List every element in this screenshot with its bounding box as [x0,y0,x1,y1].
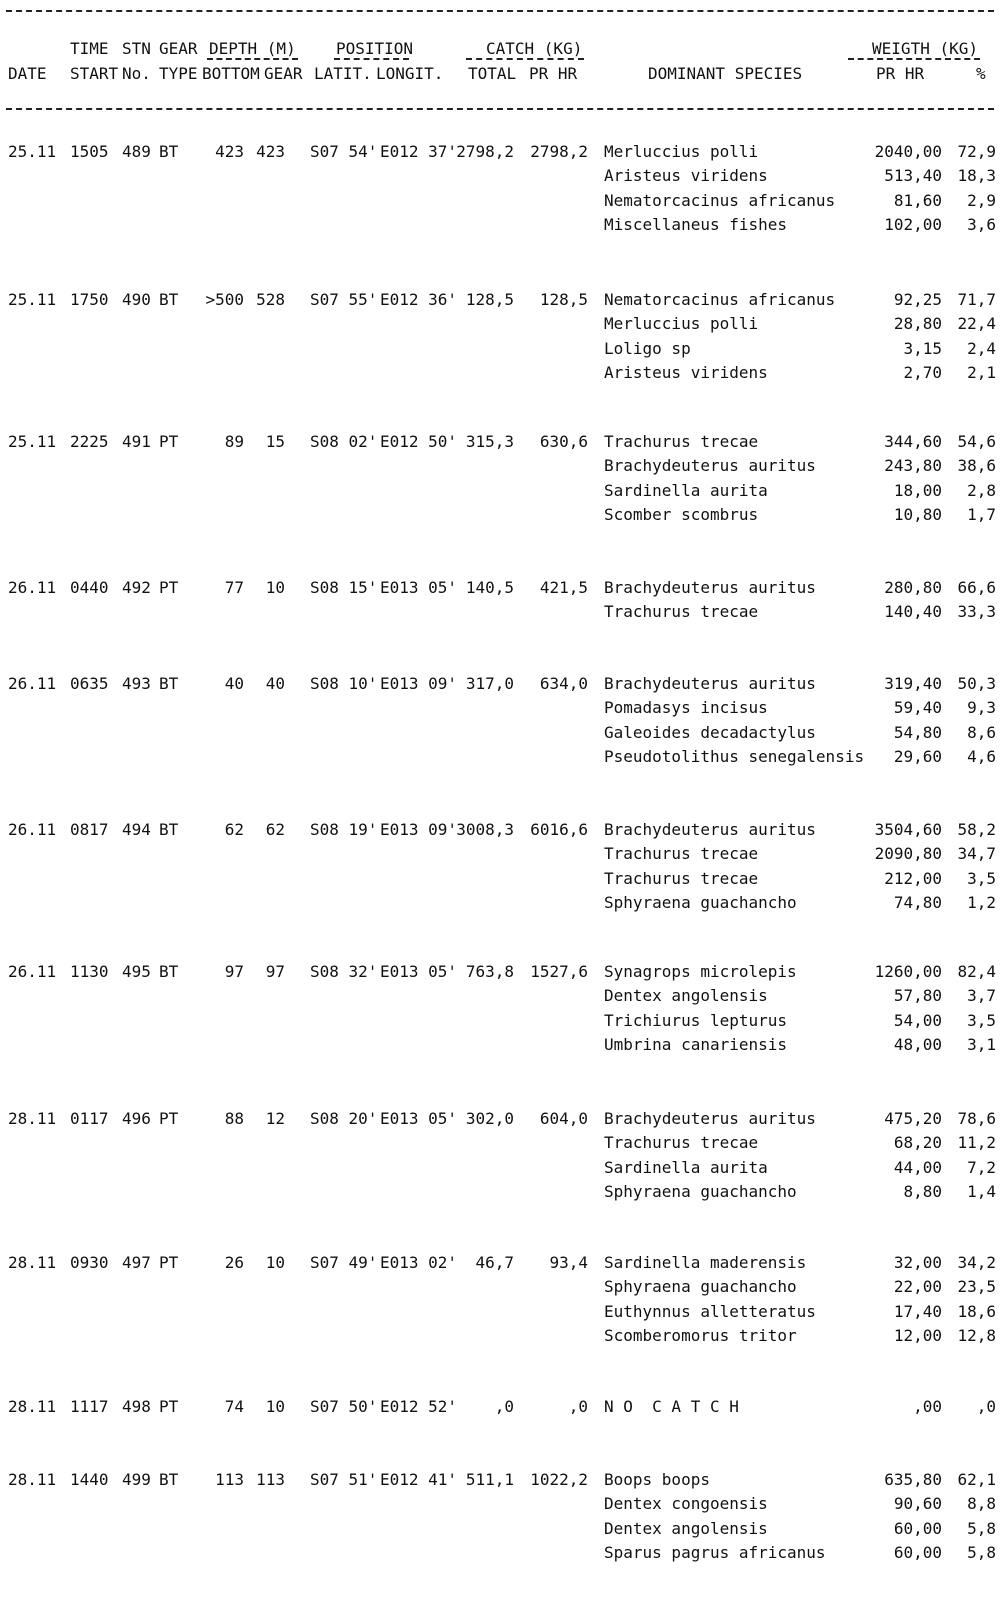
species-weight: 243,80 [884,456,942,475]
species-percent: 54,6 [957,432,996,451]
species-name: Scomber scombrus [604,505,759,524]
latitude: S08 15' [310,578,378,597]
species-name: Euthynnus alletteratus [604,1302,816,1321]
depth-bottom: 423 [215,142,244,161]
species-name: Brachydeuterus auritus [604,456,816,475]
depth-gear: 40 [265,674,285,693]
species-weight: 57,80 [893,986,942,1005]
species-percent: 7,2 [967,1158,996,1177]
depth-bottom: 113 [215,1470,244,1489]
species-name: Sphyraena guachancho [604,1182,797,1201]
station-number: 493 [122,674,151,693]
species-name: N O C A T C H [604,1397,739,1416]
longitude: E012 41' [380,1470,458,1489]
catch-total: ,0 [494,1397,514,1416]
longitude: E013 05' [380,578,458,597]
species-weight: 22,00 [893,1277,942,1296]
header-depth-bottom: BOTTOM [202,64,260,83]
species-weight: 90,60 [893,1494,942,1513]
species-name: Pseudotolithus senegalensis [604,747,865,766]
header-weight-pct: % [976,64,986,83]
species-percent: 3,5 [967,869,996,888]
species-name: Sphyraena guachancho [604,893,797,912]
species-percent: 3,5 [967,1011,996,1030]
header-weight-prhr: PR HR [876,64,925,83]
station-number: 498 [122,1397,151,1416]
station-date: 26.11 [8,820,57,839]
species-percent: 58,2 [957,820,996,839]
catch-total: 763,8 [465,962,514,981]
species-weight: 54,00 [893,1011,942,1030]
catch-per-hour: 630,6 [539,432,588,451]
catch-per-hour: 1527,6 [530,962,588,981]
species-percent: 78,6 [957,1109,996,1128]
station-time: 0930 [70,1253,109,1272]
species-name: Trachurus trecae [604,844,759,863]
species-weight: 12,00 [893,1326,942,1345]
species-percent: 18,3 [957,166,996,185]
station-date: 26.11 [8,578,57,597]
species-name: Dentex angolensis [604,1519,768,1538]
longitude: E013 02' [380,1253,458,1272]
species-name: Trachurus trecae [604,1133,759,1152]
species-weight: 92,25 [893,290,942,309]
gear-type: BT [159,290,179,309]
station-number: 490 [122,290,151,309]
species-weight: 48,00 [893,1035,942,1054]
species-weight: 2,70 [903,363,942,382]
station-date: 26.11 [8,674,57,693]
depth-gear: 10 [265,1397,285,1416]
station-date: 28.11 [8,1397,57,1416]
species-percent: 34,7 [957,844,996,863]
station-time: 1505 [70,142,109,161]
species-percent: 5,8 [967,1519,996,1538]
catch-per-hour: 1022,2 [530,1470,588,1489]
species-percent: 34,2 [957,1253,996,1272]
gear-type: PT [159,1397,179,1416]
species-name: Pomadasys incisus [604,698,768,717]
depth-bottom: 26 [224,1253,244,1272]
catch-underline [466,58,584,60]
species-percent: 50,3 [957,674,996,693]
catch-total: 128,5 [465,290,514,309]
latitude: S08 32' [310,962,378,981]
header-catch: CATCH (KG) [486,39,583,58]
catch-total: 317,0 [465,674,514,693]
station-number: 495 [122,962,151,981]
latitude: S07 51' [310,1470,378,1489]
species-percent: 5,8 [967,1543,996,1562]
catch-per-hour: 421,5 [539,578,588,597]
species-name: Brachydeuterus auritus [604,674,816,693]
header-stn: STN [122,39,151,58]
gear-type: BT [159,820,179,839]
position-underline [334,58,409,60]
station-time: 0817 [70,820,109,839]
species-percent: 2,8 [967,481,996,500]
species-percent: 71,7 [957,290,996,309]
species-percent: 2,1 [967,363,996,382]
station-time: 0117 [70,1109,109,1128]
station-number: 496 [122,1109,151,1128]
latitude: S07 50' [310,1397,378,1416]
catch-per-hour: 604,0 [539,1109,588,1128]
species-percent: 8,8 [967,1494,996,1513]
depth-gear: 15 [265,432,285,451]
depth-gear: 10 [265,578,285,597]
depth-bottom: 88 [224,1109,244,1128]
header-rule [6,108,994,110]
species-name: Merluccius polli [604,142,759,161]
gear-type: BT [159,1470,179,1489]
latitude: S08 19' [310,820,378,839]
station-time: 2225 [70,432,109,451]
species-name: Nematorcacinus africanus [604,191,836,210]
header-gear-type: TYPE [159,64,198,83]
longitude: E012 37' [380,142,458,161]
species-percent: 1,7 [967,505,996,524]
species-name: Brachydeuterus auritus [604,820,816,839]
gear-type: BT [159,142,179,161]
depth-gear: 12 [265,1109,285,1128]
station-date: 25.11 [8,290,57,309]
latitude: S08 02' [310,432,378,451]
depth-gear: 97 [265,962,285,981]
species-percent: 1,4 [967,1182,996,1201]
station-date: 28.11 [8,1470,57,1489]
station-time: 1750 [70,290,109,309]
species-weight: 81,60 [893,191,942,210]
species-name: Aristeus viridens [604,363,768,382]
station-time: 1117 [70,1397,109,1416]
species-percent: 62,1 [957,1470,996,1489]
longitude: E013 05' [380,962,458,981]
species-percent: 12,8 [957,1326,996,1345]
depth-gear: 62 [265,820,285,839]
depth-underline [207,58,298,60]
species-weight: 17,40 [893,1302,942,1321]
header-start: START [70,64,119,83]
station-number: 494 [122,820,151,839]
species-name: Trachurus trecae [604,869,759,888]
station-date: 26.11 [8,962,57,981]
species-weight: 68,20 [893,1133,942,1152]
depth-bottom: 40 [224,674,244,693]
species-name: Brachydeuterus auritus [604,578,816,597]
depth-bottom: 97 [224,962,244,981]
species-name: Nematorcacinus africanus [604,290,836,309]
header-latit: LATIT. [314,64,372,83]
species-weight: 140,40 [884,602,942,621]
station-number: 491 [122,432,151,451]
species-percent: 3,6 [967,215,996,234]
depth-gear: 113 [256,1470,285,1489]
depth-bottom: >500 [205,290,244,309]
species-weight: 8,80 [903,1182,942,1201]
station-date: 28.11 [8,1253,57,1272]
species-percent: 22,4 [957,314,996,333]
species-percent: 82,4 [957,962,996,981]
species-name: Sardinella maderensis [604,1253,807,1272]
station-date: 25.11 [8,432,57,451]
catch-per-hour: 2798,2 [530,142,588,161]
species-name: Sphyraena guachancho [604,1277,797,1296]
latitude: S07 54' [310,142,378,161]
header-time: TIME [70,39,109,58]
station-time: 0440 [70,578,109,597]
longitude: E012 52' [380,1397,458,1416]
species-percent: 38,6 [957,456,996,475]
species-weight: 344,60 [884,432,942,451]
species-name: Sardinella aurita [604,481,768,500]
catch-total: 3008,3 [456,820,514,839]
header-depth-gear: GEAR [264,64,303,83]
species-name: Sparus pagrus africanus [604,1543,826,1562]
header-date: DATE [8,64,47,83]
header-stn-no: No. [122,64,151,83]
catch-total: 46,7 [475,1253,514,1272]
longitude: E012 36' [380,290,458,309]
header-depth: DEPTH (M) [209,39,296,58]
depth-gear: 423 [256,142,285,161]
species-percent: 3,1 [967,1035,996,1054]
species-percent: 72,9 [957,142,996,161]
longitude: E013 09' [380,820,458,839]
latitude: S07 49' [310,1253,378,1272]
species-weight: 10,80 [893,505,942,524]
species-name: Dentex angolensis [604,986,768,1005]
species-weight: 475,20 [884,1109,942,1128]
catch-per-hour: 6016,6 [530,820,588,839]
species-percent: 66,6 [957,578,996,597]
longitude: E013 09' [380,674,458,693]
depth-bottom: 89 [224,432,244,451]
species-name: Boops boops [604,1470,710,1489]
species-name: Trachurus trecae [604,432,759,451]
depth-gear: 528 [256,290,285,309]
header-prhr: PR HR [529,64,578,83]
gear-type: BT [159,674,179,693]
species-percent: 2,9 [967,191,996,210]
depth-gear: 10 [265,1253,285,1272]
species-weight: 102,00 [884,215,942,234]
depth-bottom: 62 [224,820,244,839]
station-date: 25.11 [8,142,57,161]
gear-type: PT [159,432,179,451]
species-percent: 33,3 [957,602,996,621]
catch-total: 511,1 [465,1470,514,1489]
species-name: Brachydeuterus auritus [604,1109,816,1128]
species-name: Dentex congoensis [604,1494,768,1513]
species-weight: 1260,00 [874,962,942,981]
catch-total: 302,0 [465,1109,514,1128]
catch-per-hour: ,0 [568,1397,588,1416]
catch-per-hour: 634,0 [539,674,588,693]
catch-total: 2798,2 [456,142,514,161]
species-weight: 29,60 [893,747,942,766]
species-weight: 319,40 [884,674,942,693]
species-name: Aristeus viridens [604,166,768,185]
species-weight: 3504,60 [874,820,942,839]
species-percent: 23,5 [957,1277,996,1296]
depth-bottom: 74 [224,1397,244,1416]
gear-type: PT [159,578,179,597]
station-date: 28.11 [8,1109,57,1128]
species-weight: 513,40 [884,166,942,185]
species-weight: 59,40 [893,698,942,717]
station-time: 1440 [70,1470,109,1489]
header-total: TOTAL [468,64,517,83]
latitude: S07 55' [310,290,378,309]
gear-type: PT [159,1253,179,1272]
station-time: 0635 [70,674,109,693]
header-weight: WEIGTH (KG) [872,39,978,58]
station-number: 499 [122,1470,151,1489]
species-weight: 212,00 [884,869,942,888]
species-weight: 60,00 [893,1519,942,1538]
species-percent: 3,7 [967,986,996,1005]
longitude: E012 50' [380,432,458,451]
header-species: DOMINANT SPECIES [648,64,803,83]
species-weight: ,00 [913,1397,942,1416]
catch-total: 315,3 [465,432,514,451]
species-percent: 1,2 [967,893,996,912]
species-name: Trachurus trecae [604,602,759,621]
species-weight: 3,15 [903,339,942,358]
station-number: 497 [122,1253,151,1272]
station-time: 1130 [70,962,109,981]
header-position: POSITION [336,39,414,58]
species-name: Sardinella aurita [604,1158,768,1177]
species-weight: 2090,80 [874,844,942,863]
species-weight: 54,80 [893,723,942,742]
species-name: Scomberomorus tritor [604,1326,797,1345]
latitude: S08 20' [310,1109,378,1128]
weight-underline [848,58,980,60]
station-number: 492 [122,578,151,597]
species-name: Loligo sp [604,339,691,358]
species-name: Umbrina canariensis [604,1035,788,1054]
catch-per-hour: 128,5 [539,290,588,309]
species-weight: 635,80 [884,1470,942,1489]
top-rule [6,10,994,12]
species-weight: 28,80 [893,314,942,333]
species-percent: ,0 [976,1397,996,1416]
species-percent: 8,6 [967,723,996,742]
species-percent: 11,2 [957,1133,996,1152]
species-weight: 60,00 [893,1543,942,1562]
depth-bottom: 77 [224,578,244,597]
header-gear: GEAR [159,39,198,58]
gear-type: PT [159,1109,179,1128]
station-number: 489 [122,142,151,161]
species-percent: 9,3 [967,698,996,717]
species-weight: 280,80 [884,578,942,597]
catch-total: 140,5 [465,578,514,597]
species-name: Merluccius polli [604,314,759,333]
species-percent: 4,6 [967,747,996,766]
species-percent: 18,6 [957,1302,996,1321]
species-weight: 44,00 [893,1158,942,1177]
latitude: S08 10' [310,674,378,693]
species-weight: 18,00 [893,481,942,500]
longitude: E013 05' [380,1109,458,1128]
species-name: Trichiurus lepturus [604,1011,788,1030]
species-weight: 74,80 [893,893,942,912]
gear-type: BT [159,962,179,981]
species-weight: 32,00 [893,1253,942,1272]
species-weight: 2040,00 [874,142,942,161]
header-longit: LONGIT. [376,64,444,83]
species-name: Synagrops microlepis [604,962,797,981]
species-name: Galeoides decadactylus [604,723,816,742]
species-percent: 2,4 [967,339,996,358]
catch-per-hour: 93,4 [549,1253,588,1272]
species-name: Miscellaneus fishes [604,215,788,234]
